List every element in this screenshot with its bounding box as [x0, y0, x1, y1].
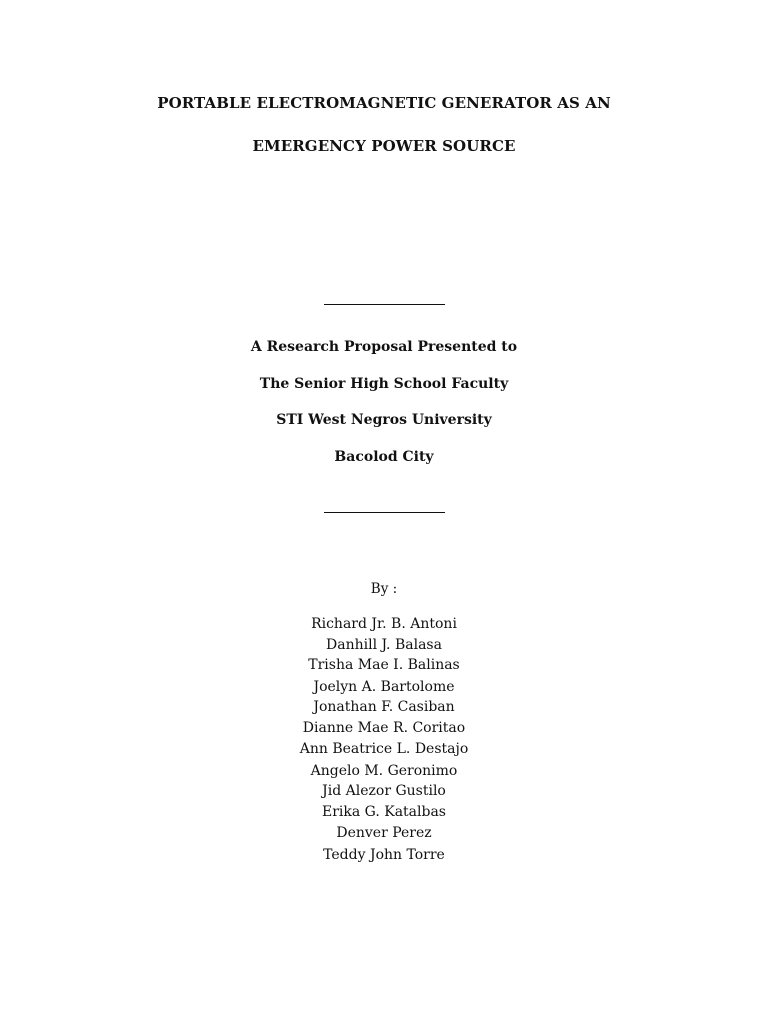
presented-line-2: The Senior High School Faculty [259, 376, 509, 392]
author-7: Ann Beatrice L. Destajo [299, 741, 469, 757]
presented-line-4: Bacolod City [334, 449, 434, 465]
author-8: Angelo M. Geronimo [310, 763, 458, 779]
divider-top [324, 304, 445, 305]
author-10: Erika G. Katalbas [321, 804, 446, 820]
author-11: Denver Perez [336, 825, 432, 841]
presented-line-1: A Research Proposal Presented to [250, 339, 518, 355]
author-9: Jid Alezor Gustilo [322, 783, 446, 799]
author-12: Teddy John Torre [323, 847, 445, 863]
divider-bottom [324, 512, 445, 513]
author-5: Jonathan F. Casiban [313, 699, 455, 715]
author-3: Trisha Mae I. Balinas [308, 657, 460, 673]
title-line-2: EMERGENCY POWER SOURCE [252, 137, 516, 155]
author-6: Dianne Mae R. Coritao [302, 720, 466, 736]
author-2: Danhill J. Balasa [326, 637, 442, 653]
by-label: By : [370, 581, 398, 597]
title-line-1: PORTABLE ELECTROMAGNETIC GENERATOR AS AN [157, 94, 611, 112]
author-1: Richard Jr. B. Antoni [311, 616, 457, 632]
author-4: Joelyn A. Bartolome [313, 679, 455, 695]
presented-line-3: STI West Negros University [276, 412, 492, 428]
